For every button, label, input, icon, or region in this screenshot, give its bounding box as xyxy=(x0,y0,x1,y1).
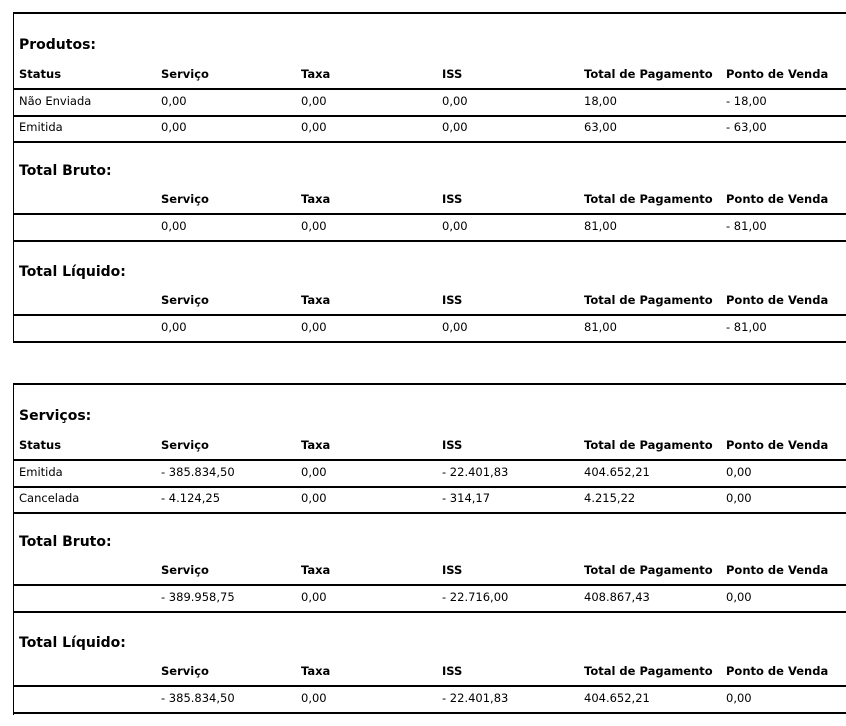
cell-ponto-venda: - 18,00 xyxy=(726,94,767,108)
cell-total-pagamento: 81,00 xyxy=(584,320,617,334)
cell-ponto-venda: - 81,00 xyxy=(726,320,767,334)
header-servico: Serviço xyxy=(161,67,209,81)
services-total-liquido-header xyxy=(14,659,846,687)
header-servico: Serviço xyxy=(161,293,209,307)
header-iss: ISS xyxy=(442,293,463,307)
cell-iss: 0,00 xyxy=(442,94,468,108)
products-total-bruto-row xyxy=(14,214,846,242)
products-title: Produtos: xyxy=(19,37,97,53)
header-total-pagamento: Total de Pagamento xyxy=(584,293,713,307)
cell-iss: 0,00 xyxy=(442,219,468,233)
cell-taxa: 0,00 xyxy=(301,94,327,108)
products-total-bruto-title: Total Bruto: xyxy=(19,163,112,179)
header-total-pagamento: Total de Pagamento xyxy=(584,438,713,452)
table-row xyxy=(14,115,846,143)
cell-iss: 0,00 xyxy=(442,120,468,134)
header-taxa: Taxa xyxy=(301,67,331,81)
table-row xyxy=(14,486,846,514)
cell-ponto-venda: 0,00 xyxy=(726,491,752,505)
services-total-bruto-header xyxy=(14,558,846,586)
products-header-row xyxy=(14,62,846,90)
cell-iss: - 22.716,00 xyxy=(442,590,509,604)
header-iss: ISS xyxy=(442,192,463,206)
cell-status: Emitida xyxy=(19,465,63,479)
header-ponto-venda: Ponto de Venda xyxy=(726,67,829,81)
header-taxa: Taxa xyxy=(301,438,331,452)
cell-ponto-venda: 0,00 xyxy=(726,465,752,479)
services-total-bruto-row xyxy=(14,585,846,613)
cell-servico: 0,00 xyxy=(161,320,187,334)
cell-taxa: 0,00 xyxy=(301,219,327,233)
header-servico: Serviço xyxy=(161,192,209,206)
services-header-row xyxy=(14,433,846,461)
services-title: Serviços: xyxy=(19,408,92,424)
cell-ponto-venda: - 81,00 xyxy=(726,219,767,233)
header-ponto-venda: Ponto de Venda xyxy=(726,438,829,452)
table-row xyxy=(14,460,846,488)
cell-taxa: 0,00 xyxy=(301,491,327,505)
header-ponto-venda: Ponto de Venda xyxy=(726,293,829,307)
cell-servico: 0,00 xyxy=(161,120,187,134)
header-iss: ISS xyxy=(442,563,463,577)
header-ponto-venda: Ponto de Venda xyxy=(726,664,829,678)
header-total-pagamento: Total de Pagamento xyxy=(584,192,713,206)
services-total-bruto-title: Total Bruto: xyxy=(19,534,112,550)
cell-servico: - 389.958,75 xyxy=(161,590,235,604)
cell-servico: 0,00 xyxy=(161,94,187,108)
cell-servico: 0,00 xyxy=(161,219,187,233)
services-total-liquido-title: Total Líquido: xyxy=(19,635,126,651)
header-status: Status xyxy=(19,67,62,81)
header-taxa: Taxa xyxy=(301,563,331,577)
cell-status: Emitida xyxy=(19,120,63,134)
header-servico: Serviço xyxy=(161,563,209,577)
products-report xyxy=(13,12,846,343)
header-total-pagamento: Total de Pagamento xyxy=(584,563,713,577)
cell-servico: - 4.124,25 xyxy=(161,491,221,505)
table-row xyxy=(14,89,846,117)
header-taxa: Taxa xyxy=(301,192,331,206)
products-total-liquido-row xyxy=(14,315,846,343)
products-total-liquido-header xyxy=(14,288,846,316)
cell-total-pagamento: 18,00 xyxy=(584,94,617,108)
cell-iss: - 314,17 xyxy=(442,491,491,505)
cell-status: Não Enviada xyxy=(19,94,92,108)
cell-ponto-venda: - 63,00 xyxy=(726,120,767,134)
header-total-pagamento: Total de Pagamento xyxy=(584,67,713,81)
cell-total-pagamento: 404.652,21 xyxy=(584,465,650,479)
cell-total-pagamento: 404.652,21 xyxy=(584,691,650,705)
cell-total-pagamento: 81,00 xyxy=(584,219,617,233)
products-total-liquido-title: Total Líquido: xyxy=(19,264,126,280)
cell-total-pagamento: 4.215,22 xyxy=(584,491,636,505)
cell-iss: - 22.401,83 xyxy=(442,691,509,705)
products-total-bruto-header xyxy=(14,187,846,215)
cell-iss: 0,00 xyxy=(442,320,468,334)
header-taxa: Taxa xyxy=(301,293,331,307)
cell-taxa: 0,00 xyxy=(301,691,327,705)
header-total-pagamento: Total de Pagamento xyxy=(584,664,713,678)
cell-total-pagamento: 63,00 xyxy=(584,120,617,134)
cell-iss: - 22.401,83 xyxy=(442,465,509,479)
header-iss: ISS xyxy=(442,664,463,678)
cell-ponto-venda: 0,00 xyxy=(726,590,752,604)
cell-taxa: 0,00 xyxy=(301,465,327,479)
header-iss: ISS xyxy=(442,67,463,81)
header-iss: ISS xyxy=(442,438,463,452)
header-servico: Serviço xyxy=(161,664,209,678)
cell-servico: - 385.834,50 xyxy=(161,465,235,479)
cell-status: Cancelada xyxy=(19,491,80,505)
header-status: Status xyxy=(19,438,62,452)
services-total-liquido-row xyxy=(14,686,846,714)
header-ponto-venda: Ponto de Venda xyxy=(726,563,829,577)
cell-total-pagamento: 408.867,43 xyxy=(584,590,650,604)
header-servico: Serviço xyxy=(161,438,209,452)
header-taxa: Taxa xyxy=(301,664,331,678)
header-ponto-venda: Ponto de Venda xyxy=(726,192,829,206)
cell-taxa: 0,00 xyxy=(301,120,327,134)
cell-servico: - 385.834,50 xyxy=(161,691,235,705)
cell-taxa: 0,00 xyxy=(301,590,327,604)
services-report xyxy=(13,383,846,715)
cell-ponto-venda: 0,00 xyxy=(726,691,752,705)
cell-taxa: 0,00 xyxy=(301,320,327,334)
